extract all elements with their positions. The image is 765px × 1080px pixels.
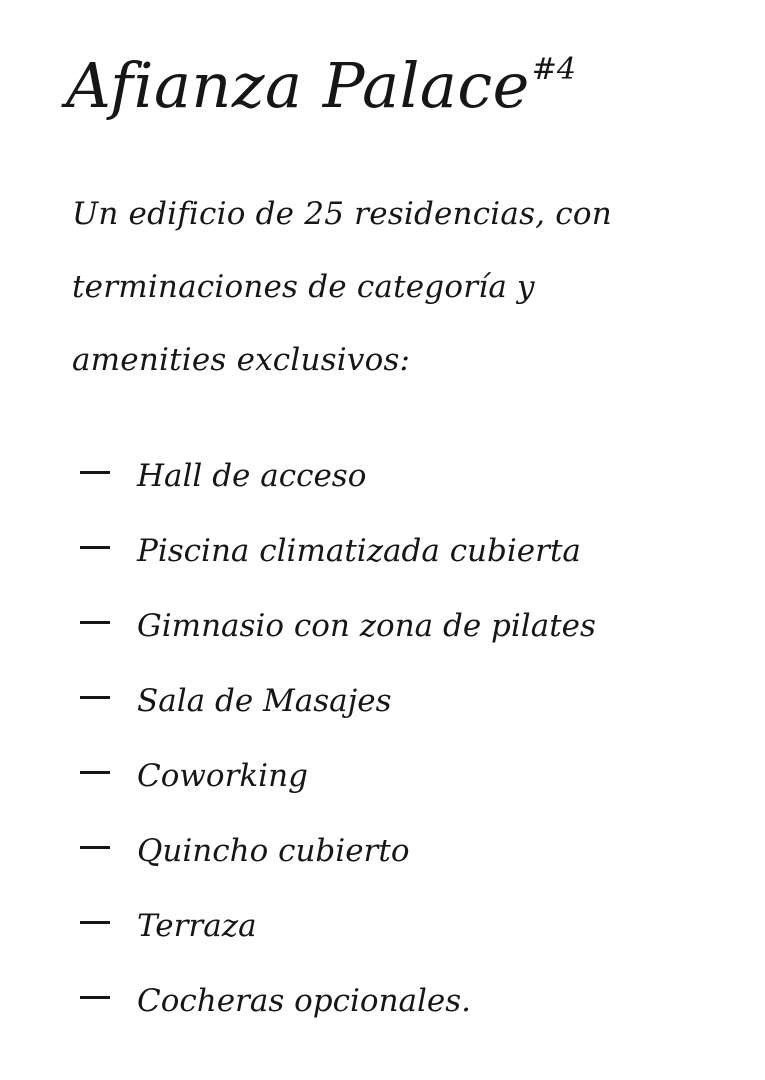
page-title [66,49,577,122]
intro-line: terminaciones de categoría y [72,269,535,305]
amenity-item [80,888,596,963]
dash-icon [80,621,110,624]
amenity-label: Gimnasio con zona de pilates [137,607,596,644]
dash-icon [80,921,110,924]
title-text: Afianza Palace [66,49,530,122]
amenity-label: Coworking [137,757,308,794]
dash-icon [80,696,110,699]
amenity-item [80,513,596,588]
dash-icon [80,546,110,549]
amenity-item [80,738,596,813]
dash-icon [80,771,110,774]
amenity-item [80,963,596,1038]
intro-paragraph [72,178,732,397]
title-number: #4 [531,52,577,87]
dash-icon [80,996,110,999]
amenity-item [80,813,596,888]
amenity-item [80,588,596,663]
dash-icon [80,471,110,474]
amenity-item [80,663,596,738]
intro-line: amenities exclusivos: [72,342,411,378]
amenity-item [80,438,596,513]
amenity-label: Hall de acceso [137,457,367,494]
amenity-label: Terraza [137,907,257,944]
dash-icon [80,846,110,849]
intro-line: Un edificio de 25 residencias, con [72,196,612,232]
amenity-label: Sala de Masajes [137,682,392,719]
amenities-list [80,438,596,1038]
amenity-label: Quincho cubierto [137,832,410,869]
amenity-label: Cocheras opcionales. [137,982,472,1019]
amenity-label: Piscina climatizada cubierta [137,532,581,569]
